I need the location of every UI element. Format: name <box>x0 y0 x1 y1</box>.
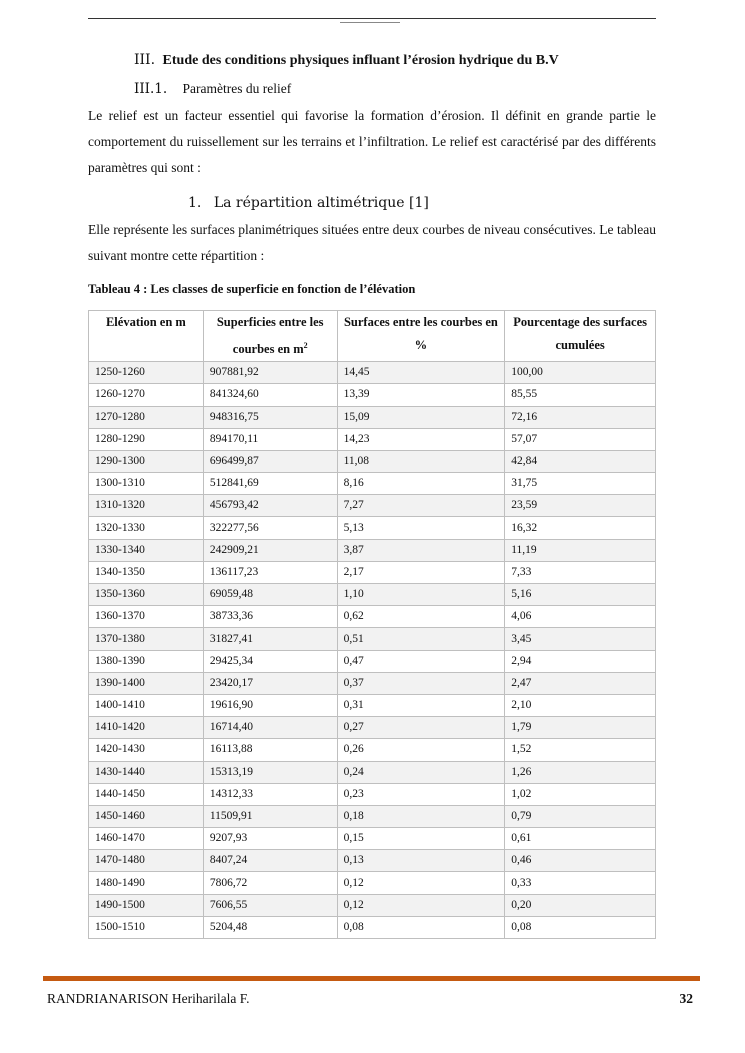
cell-elevation: 1350-1360 <box>89 584 204 606</box>
cell-elevation: 1380-1390 <box>89 650 204 672</box>
cell-elevation: 1500-1510 <box>89 916 204 938</box>
cell-area-m2: 5204,48 <box>203 916 337 938</box>
cell-elevation: 1450-1460 <box>89 805 204 827</box>
cell-area-m2: 322277,56 <box>203 517 337 539</box>
cell-cumulative-percent: 1,02 <box>505 783 656 805</box>
cell-cumulative-percent: 16,32 <box>505 517 656 539</box>
cell-elevation: 1420-1430 <box>89 739 204 761</box>
section-heading-number: III. <box>134 52 156 68</box>
cell-cumulative-percent: 1,26 <box>505 761 656 783</box>
footer-author: RANDRIANARISON Heriharilala F. <box>47 991 250 1006</box>
cell-cumulative-percent: 0,20 <box>505 894 656 916</box>
cell-area-percent: 14,23 <box>337 428 505 450</box>
cell-elevation: 1460-1470 <box>89 828 204 850</box>
cell-elevation: 1370-1380 <box>89 628 204 650</box>
table-row <box>89 384 656 406</box>
header-elevation: Elévation en m <box>89 311 204 362</box>
cell-area-m2: 16113,88 <box>203 739 337 761</box>
header-cumulative-percent: Pourcentage des surfaces cumulées <box>505 311 656 362</box>
cell-area-percent: 0,12 <box>337 894 505 916</box>
cell-area-m2: 38733,36 <box>203 606 337 628</box>
table-row <box>89 406 656 428</box>
cell-cumulative-percent: 23,59 <box>505 495 656 517</box>
cell-area-m2: 15313,19 <box>203 761 337 783</box>
table-row <box>89 450 656 472</box>
table-header-row <box>89 311 656 362</box>
subsection-heading <box>134 81 291 97</box>
cell-area-percent: 0,27 <box>337 717 505 739</box>
cell-cumulative-percent: 3,45 <box>505 628 656 650</box>
cell-elevation: 1480-1490 <box>89 872 204 894</box>
table-row <box>89 828 656 850</box>
cell-cumulative-percent: 1,79 <box>505 717 656 739</box>
cell-area-percent: 0,47 <box>337 650 505 672</box>
cell-cumulative-percent: 5,16 <box>505 584 656 606</box>
subsection-heading-number: III.1. <box>134 81 168 97</box>
table-row <box>89 783 656 805</box>
elevation-table <box>88 310 656 939</box>
cell-area-percent: 0,15 <box>337 828 505 850</box>
cell-area-m2: 136117,23 <box>203 561 337 583</box>
description-paragraph: Elle représente les surfaces planimétriques situées entre deux courbes de niveau consécutives. Le tableau suivant montre cette répartition : <box>88 222 656 263</box>
cell-area-m2: 948316,75 <box>203 406 337 428</box>
table-row <box>89 916 656 938</box>
cell-area-percent: 3,87 <box>337 539 505 561</box>
cell-cumulative-percent: 2,94 <box>505 650 656 672</box>
cell-cumulative-percent: 0,79 <box>505 805 656 827</box>
header-rule-accent <box>340 22 400 23</box>
cell-area-m2: 29425,34 <box>203 650 337 672</box>
cell-area-m2: 907881,92 <box>203 362 337 384</box>
cell-area-percent: 0,23 <box>337 783 505 805</box>
subsection-heading-title: Paramètres du relief <box>182 81 292 96</box>
cell-cumulative-percent: 4,06 <box>505 606 656 628</box>
cell-area-percent: 2,17 <box>337 561 505 583</box>
header-area-percent: Surfaces entre les courbes en % <box>337 311 505 362</box>
cell-area-m2: 69059,48 <box>203 584 337 606</box>
cell-area-m2: 696499,87 <box>203 450 337 472</box>
cell-elevation: 1430-1440 <box>89 761 204 783</box>
cell-elevation: 1330-1340 <box>89 539 204 561</box>
cell-area-m2: 841324,60 <box>203 384 337 406</box>
cell-area-m2: 31827,41 <box>203 628 337 650</box>
cell-area-m2: 19616,90 <box>203 694 337 716</box>
cell-area-percent: 1,10 <box>337 584 505 606</box>
cell-elevation: 1250-1260 <box>89 362 204 384</box>
cell-cumulative-percent: 85,55 <box>505 384 656 406</box>
cell-cumulative-percent: 2,10 <box>505 694 656 716</box>
table-row <box>89 606 656 628</box>
numbered-subheading <box>188 195 429 211</box>
table-row <box>89 428 656 450</box>
footer-bar <box>43 976 700 981</box>
table-row <box>89 584 656 606</box>
table-row <box>89 473 656 495</box>
cell-area-percent: 8,16 <box>337 473 505 495</box>
cell-area-m2: 512841,69 <box>203 473 337 495</box>
table-row <box>89 761 656 783</box>
cell-cumulative-percent: 2,47 <box>505 672 656 694</box>
cell-elevation: 1470-1480 <box>89 850 204 872</box>
cell-elevation: 1360-1370 <box>89 606 204 628</box>
table-row <box>89 517 656 539</box>
cell-area-percent: 14,45 <box>337 362 505 384</box>
table-row <box>89 694 656 716</box>
intro-paragraph: Le relief est un facteur essentiel qui favorise la formation d’érosion. Il définit en grande partie le comportement du ruissellement sur les terrains et l’infiltration. Le relief est caractérisé par des différents paramètres qui sont : <box>88 108 656 175</box>
cell-elevation: 1320-1330 <box>89 517 204 539</box>
cell-area-percent: 0,18 <box>337 805 505 827</box>
header-area-m2-label: Superficies entre les courbes en m <box>216 315 324 357</box>
cell-area-m2: 14312,33 <box>203 783 337 805</box>
cell-area-m2: 456793,42 <box>203 495 337 517</box>
cell-area-percent: 0,24 <box>337 761 505 783</box>
cell-elevation: 1490-1500 <box>89 894 204 916</box>
table-row <box>89 872 656 894</box>
table-row <box>89 850 656 872</box>
cell-area-percent: 0,26 <box>337 739 505 761</box>
table-row <box>89 805 656 827</box>
cell-elevation: 1290-1300 <box>89 450 204 472</box>
table-row <box>89 539 656 561</box>
cell-area-percent: 7,27 <box>337 495 505 517</box>
numbered-subheading-title: La répartition altimétrique [1] <box>213 195 429 211</box>
cell-area-percent: 13,39 <box>337 384 505 406</box>
cell-area-percent: 15,09 <box>337 406 505 428</box>
cell-area-m2: 7606,55 <box>203 894 337 916</box>
cell-area-m2: 8407,24 <box>203 850 337 872</box>
cell-elevation: 1260-1270 <box>89 384 204 406</box>
cell-area-percent: 0,13 <box>337 850 505 872</box>
cell-elevation: 1300-1310 <box>89 473 204 495</box>
cell-area-m2: 242909,21 <box>203 539 337 561</box>
cell-cumulative-percent: 0,46 <box>505 850 656 872</box>
cell-elevation: 1270-1280 <box>89 406 204 428</box>
table-row <box>89 628 656 650</box>
cell-area-percent: 0,08 <box>337 916 505 938</box>
cell-elevation: 1400-1410 <box>89 694 204 716</box>
cell-elevation: 1440-1450 <box>89 783 204 805</box>
cell-cumulative-percent: 57,07 <box>505 428 656 450</box>
cell-area-m2: 9207,93 <box>203 828 337 850</box>
cell-cumulative-percent: 11,19 <box>505 539 656 561</box>
cell-area-percent: 0,62 <box>337 606 505 628</box>
table-row <box>89 650 656 672</box>
page-number: 32 <box>679 991 693 1006</box>
header-rule <box>88 18 656 19</box>
cell-area-percent: 11,08 <box>337 450 505 472</box>
cell-elevation: 1340-1350 <box>89 561 204 583</box>
cell-cumulative-percent: 0,61 <box>505 828 656 850</box>
cell-elevation: 1310-1320 <box>89 495 204 517</box>
cell-area-percent: 0,31 <box>337 694 505 716</box>
cell-area-m2: 7806,72 <box>203 872 337 894</box>
cell-area-percent: 0,51 <box>337 628 505 650</box>
cell-area-m2: 11509,91 <box>203 805 337 827</box>
cell-area-m2: 23420,17 <box>203 672 337 694</box>
header-area-m2-exponent: 2 <box>303 341 308 350</box>
table-row <box>89 717 656 739</box>
table-row <box>89 561 656 583</box>
table-row <box>89 894 656 916</box>
table-row <box>89 495 656 517</box>
cell-area-m2: 16714,40 <box>203 717 337 739</box>
cell-cumulative-percent: 31,75 <box>505 473 656 495</box>
cell-cumulative-percent: 72,16 <box>505 406 656 428</box>
cell-cumulative-percent: 7,33 <box>505 561 656 583</box>
table-caption: Tableau 4 : Les classes de superficie en fonction de l’élévation <box>88 282 416 296</box>
section-heading <box>134 52 559 69</box>
numbered-subheading-number: 1. <box>188 195 202 211</box>
cell-area-percent: 5,13 <box>337 517 505 539</box>
cell-elevation: 1390-1400 <box>89 672 204 694</box>
table-row <box>89 672 656 694</box>
cell-cumulative-percent: 100,00 <box>505 362 656 384</box>
cell-area-m2: 894170,11 <box>203 428 337 450</box>
table-row <box>89 362 656 384</box>
table-row <box>89 739 656 761</box>
cell-elevation: 1410-1420 <box>89 717 204 739</box>
cell-area-percent: 0,37 <box>337 672 505 694</box>
cell-cumulative-percent: 0,33 <box>505 872 656 894</box>
cell-cumulative-percent: 42,84 <box>505 450 656 472</box>
cell-cumulative-percent: 1,52 <box>505 739 656 761</box>
cell-elevation: 1280-1290 <box>89 428 204 450</box>
section-heading-title: Etude des conditions physiques influant l’érosion hydrique du B.V <box>162 53 559 68</box>
cell-cumulative-percent: 0,08 <box>505 916 656 938</box>
header-area-m2 <box>203 311 337 362</box>
cell-area-percent: 0,12 <box>337 872 505 894</box>
